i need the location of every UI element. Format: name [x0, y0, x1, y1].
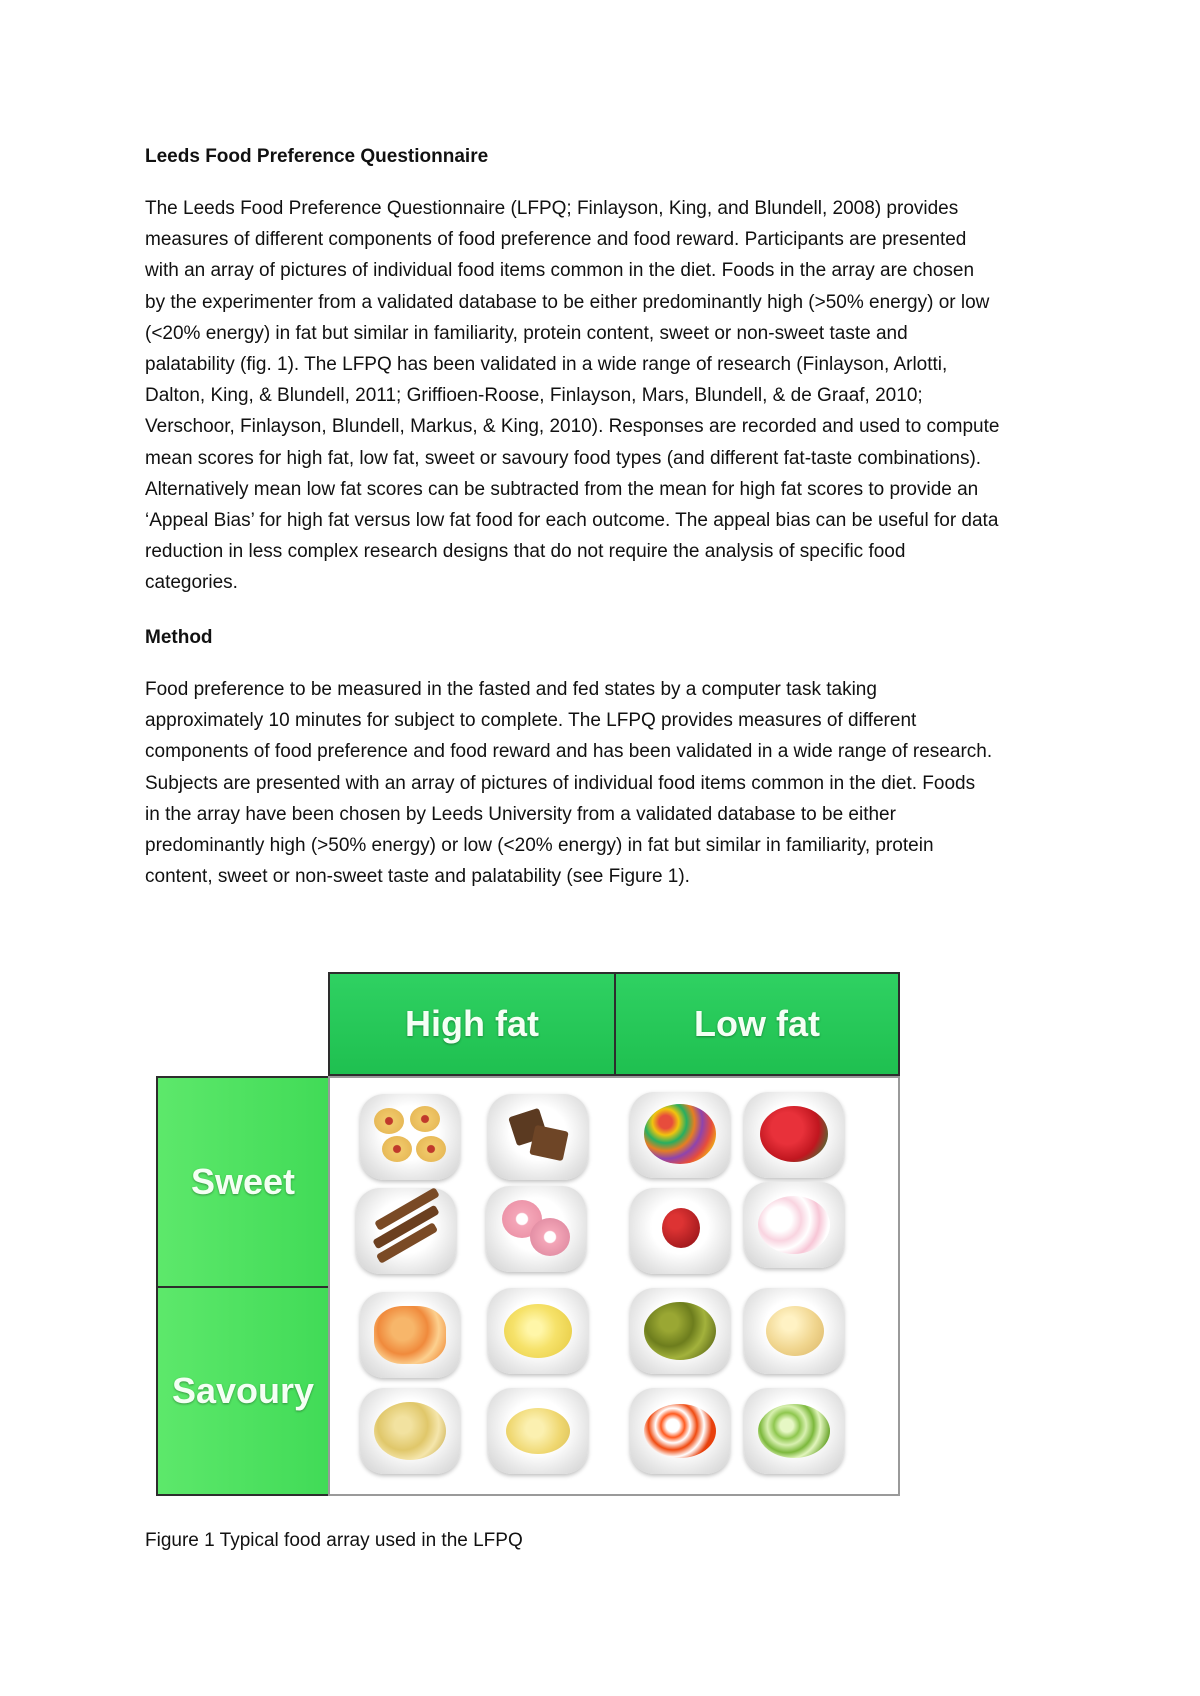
method-paragraph	[145, 674, 1075, 892]
food-plate-olives	[630, 1288, 730, 1374]
method-heading: Method	[145, 627, 213, 648]
paragraph-line: Dalton, King, & Blundell, 2011; Griffioen-Roose, Finlayson, Mars, Blundell, & de Graaf, 2010;	[145, 385, 923, 407]
food-plate-nuts	[360, 1388, 460, 1474]
paragraph-line: mean scores for high fat, low fat, sweet or savoury food types (and different fat-taste combinations).	[145, 447, 982, 469]
paragraph-line: Food preference to be measured in the fasted and fed states by a computer task taking	[145, 679, 877, 700]
food-plate-chocolate-fingers	[356, 1188, 456, 1274]
low-fat-header: Low fat	[614, 972, 900, 1076]
paragraph-line: reduction in less complex research designs that do not require the analysis of specific food	[145, 541, 906, 563]
paragraph-line: ‘Appeal Bias’ for high fat versus low fat food for each outcome. The appeal bias can be useful for data	[145, 510, 999, 532]
paragraph-line: content, sweet or non-sweet taste and palatability (see Figure 1).	[145, 866, 690, 888]
paragraph-line: in the array have been chosen by Leeds University from a validated database to be either	[145, 803, 896, 825]
food-plate-chocolate	[488, 1094, 588, 1180]
paragraph-line: (<20% energy) in fat but similar in familiarity, protein content, sweet or non-sweet taste and	[145, 322, 908, 344]
food-plate-bread-roll	[744, 1288, 844, 1374]
sweet-row-header: Sweet	[156, 1076, 330, 1288]
food-array-figure	[156, 972, 900, 1496]
food-plate-marshmallows	[744, 1182, 844, 1268]
paragraph-line: components of food preference and food reward and has been validated in a wide range of research.	[145, 741, 993, 763]
food-plate-cheese-slices	[488, 1388, 588, 1474]
figure-caption: Figure 1 Typical food array used in the LFPQ	[145, 1530, 523, 1551]
paragraph-line: with an array of pictures of individual food items common in the diet. Foods in the array are chosen	[145, 260, 975, 282]
food-plate-apple	[630, 1188, 730, 1274]
intro-paragraph	[145, 193, 1075, 599]
high-fat-header: High fat	[328, 972, 616, 1076]
page-title: Leeds Food Preference Questionnaire	[145, 146, 489, 167]
paragraph-line: predominantly high (>50% energy) or low (<20% energy) in fat but similar in familiarity, protein	[145, 835, 934, 857]
savoury-row-header: Savoury	[156, 1286, 330, 1496]
paragraph-line: by the experimenter from a validated database to be either predominantly high (>50% energy) or low	[145, 291, 990, 313]
paragraph-line: measures of different components of food preference and food reward. Participants are presented	[145, 229, 967, 251]
paragraph-line: Alternatively mean low fat scores can be subtracted from the mean for high fat scores to provide an	[145, 478, 979, 500]
food-plate-cucumber	[744, 1388, 844, 1474]
food-grid	[328, 1076, 900, 1496]
food-plate-strawberries	[744, 1092, 844, 1178]
food-plate-cheese-puffs	[360, 1292, 460, 1378]
food-plate-jelly-sweets	[630, 1092, 730, 1178]
paragraph-line: Verschoor, Finlayson, Blundell, Markus, & King, 2010). Responses are recorded and used to compute	[145, 416, 1000, 438]
food-plate-red-peppers	[630, 1388, 730, 1474]
food-plate-crisps	[488, 1288, 588, 1374]
food-plate-doughnuts	[486, 1186, 586, 1272]
food-plate-jam-biscuits	[360, 1094, 460, 1180]
paragraph-line: categories.	[145, 572, 238, 594]
paragraph-line: palatability (fig. 1). The LFPQ has been validated in a wide range of research (Finlayson, Arlotti,	[145, 354, 948, 376]
paragraph-line: Subjects are presented with an array of pictures of individual food items common in the diet. Foods	[145, 772, 976, 794]
paragraph-line: The Leeds Food Preference Questionnaire (LFPQ; Finlayson, King, and Blundell, 2008) provides	[145, 198, 959, 219]
paragraph-line: approximately 10 minutes for subject to complete. The LFPQ provides measures of different	[145, 710, 917, 732]
